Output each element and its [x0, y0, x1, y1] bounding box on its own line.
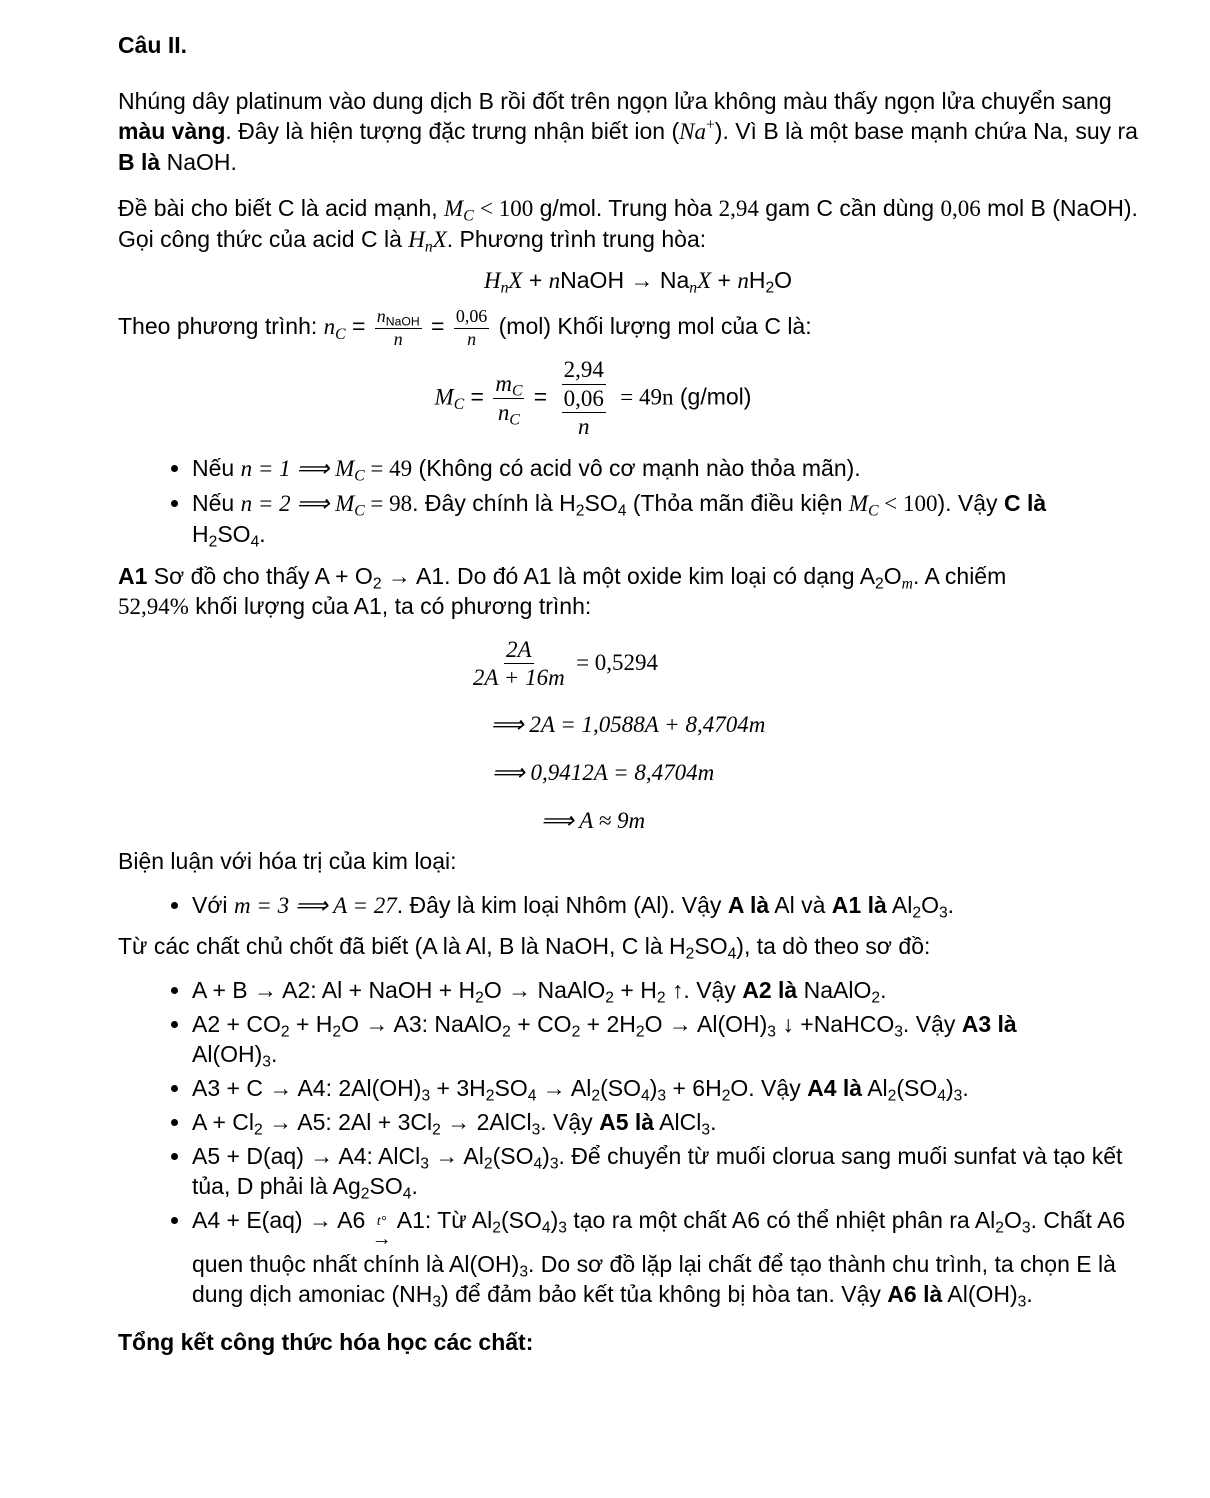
- paragraph-b-identification: Nhúng dây platinum vào dung dịch B rồi đốt trên ngọn lửa không màu thấy ngọn lửa chuyển sang màu vàng. Đây là hiện tượng đặc trưng nhận biết ion (Na+). Vì B là một base mạnh chứa Na, suy ra B là NaOH.: [118, 88, 1138, 175]
- question-heading: Câu II.: [118, 32, 188, 58]
- paragraph-scheme-intro: Từ các chất chủ chốt đã biết (A là Al, B là NaOH, C là $H_2SO_4$), ta dò theo sơ đồ:: [118, 933, 931, 963]
- paragraph-mol-ratio: Theo phương trình: $n_C$ = $\frac{n_{NaOH}}{n}$ = $\frac{0,06}{n}$ (mol) Khối lượng mol của C là:: [118, 306, 812, 349]
- bullet-list-m-values: [118, 890, 1158, 921]
- equation-block-a: $\frac{2A}{2A + 16m}$ = 0,5294 ⟹ 2A = 1,0588A + 8,4704m ⟹ 0,9412A = 8,4704m ⟹ A ≈ 9m: [472, 636, 766, 833]
- paragraph-acid-c: Đề bài cho biết C là acid mạnh, $M_C < 100$ g/mol. Trung hòa 2,94 gam C cần dùng 0,06 mol B (NaOH). Gọi công thức của acid C là $H_nX$. Phương trình trung hòa:: [118, 195, 1138, 256]
- list-item: • Nếu n = 1 ⟹ $M_C = 49$ (Không có acid vô cơ mạnh nào thỏa mãn).: [192, 453, 1158, 484]
- bullet-list-reactions: [118, 975, 1158, 1309]
- list-item: • A + B → A2: Al + NaOH + $H_2O$ → NaAlO$_2$ + $H_2$ ↑. Vậy A2 là NaAlO$_2$.: [192, 975, 1158, 1005]
- list-item: • A5 + D(aq) → A4: AlCl$_3$ → $Al_2(SO_4)_3$. Để chuyển từ muối clorua sang muối sunfat và tạo kết tủa, D phải là $Ag_2SO_4$.: [192, 1141, 1158, 1201]
- list-item: • $A + Cl_2 \to A5$: $2Al + 3Cl_2$ → 2AlCl$_3$. Vậy A5 là AlCl$_3$.: [192, 1107, 1158, 1137]
- list-item: • Với m = 3 ⟹ A = 27. Đây là kim loại Nhôm (Al). Vậy A là Al và A1 là $Al_2O_3$.: [192, 890, 1158, 921]
- list-item: • Nếu n = 2 ⟹ $M_C = 98$. Đây chính là $H_2SO_4$ (Thỏa mãn điều kiện $M_C < 100$). Vậy C là $H_2SO_4$.: [192, 488, 1158, 549]
- summary-heading: Tổng kết công thức hóa học các chất:: [118, 1329, 534, 1355]
- equation-molar-mass: $M_C$ = $\frac{m_C}{n_C}$ = $\frac{2,94}{\frac{0,06}{n}}$ = 49n (g/mol): [434, 357, 752, 440]
- list-item: • A4 + E(aq) → A6 t° → A1: Từ $Al_2(SO_4)_3$ tạo ra một chất A6 có thể nhiệt phân ra $Al_2O_3$. Chất A6 quen thuộc nhất chính là $Al(OH)_3$. Do sơ đồ lặp lại chất để tạo thành chu trình, ta chọn E là dung dịch amoniac $(NH_3)$ để đảm bảo kết tủa không bị hòa tan. Vậy A6 là $Al(OH)_3$.: [192, 1205, 1158, 1309]
- equation-neutralization: $H_nX$ + nNaOH → $Na_nX + nH_2O$: [483, 267, 793, 297]
- list-item: • A3 + C → A4: $2Al(OH)_3 + 3H_2SO_4 \to Al_2(SO_4)_3 + 6H_2O$. Vậy A4 là $Al_2(SO_4)_3$.: [192, 1073, 1158, 1103]
- paragraph-valence: Biện luận với hóa trị của kim loại:: [118, 848, 457, 874]
- list-item: • $A2 + CO_2 + H_2O \to A3$: NaAlO$_2$ + $CO_2 + 2H_2O \to Al(OH)_3$ ↓ +NaHCO$_3$. Vậy A3 là $Al(OH)_3$.: [192, 1009, 1158, 1069]
- bullet-list-n-values: [118, 453, 1158, 549]
- paragraph-a1-oxide: A1 Sơ đồ cho thấy $A + O_2 \to A1$. Do đó A1 là một oxide kim loại có dạng $A_2O_m$. A chiếm 52,94% khối lượng của A1, ta có phương trình:: [118, 562, 1007, 619]
- document-page: [118, 30, 1158, 1357]
